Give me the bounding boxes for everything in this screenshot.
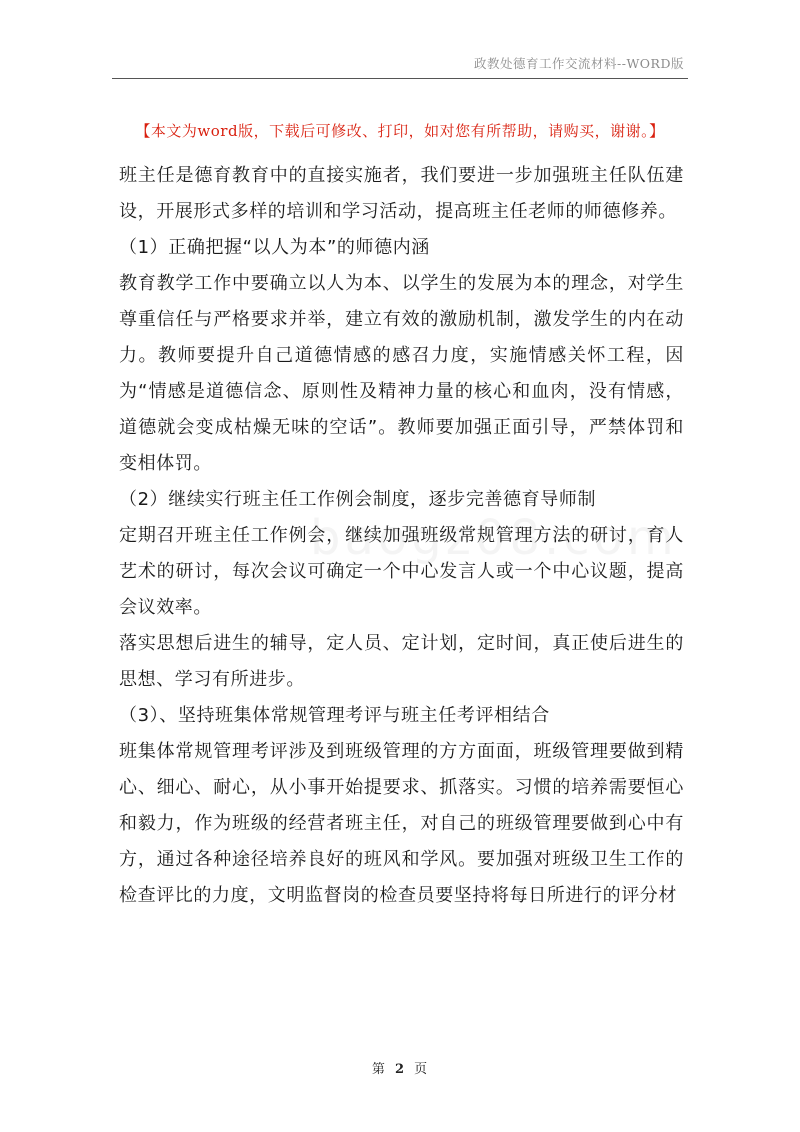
- paragraph-section-2a: 定期召开班主任工作例会，继续加强班级常规管理方法的研讨，育人艺术的研讨，每次会议可确定一个中心发言人或一个中心议题，提高会议效率。: [119, 525, 684, 618]
- paragraph-section-1: 教育教学工作中要确立以人为本、以学生的发展为本的理念，对学生尊重信任与严格要求并举，建立有效的激励机制，激发学生的内在动力。教师要提升自己道德情感的感召力度，实施情感关怀工程，因为“情感是道德信念、原则性及精神力量的核心和血肉，没有情感，道德就会变成枯燥无味的空话”。教师要加强正面引导，严禁体罚和变相体罚。: [119, 273, 684, 474]
- paragraph-section-3: 班集体常规管理考评涉及到班级管理的方方面面，班级管理要做到精心、细心、耐心，从小事开始提要求、抓落实。习惯的培养需要恒心和毅力，作为班级的经营者班主任，对自己的班级管理要做到心中有方，通过各种途径培养良好的班风和学风。要加强对班级卫生工作的检查评比的力度，文明监督岗的检查员要坚持将每日所进行的评分材: [119, 741, 684, 906]
- page-footer: [0, 1058, 800, 1077]
- footer-prefix: 第: [371, 1062, 386, 1077]
- footer-suffix: 页: [414, 1062, 429, 1077]
- paragraph-section-2b: 落实思想后进生的辅导，定人员、定计划，定时间，真正使后进生的思想、学习有所进步。: [119, 633, 684, 690]
- header-title: 政教处德育工作交流材料--WORD版: [474, 56, 684, 71]
- section-heading-2: （2）继续实行班主任工作例会制度，逐步完善德育导师制: [119, 489, 597, 510]
- page-header: [112, 50, 688, 79]
- section-heading-3: （3）、坚持班集体常规管理考评与班主任考评相结合: [119, 705, 550, 726]
- paragraph-intro: 班主任是德育教育中的直接实施者，我们要进一步加强班主任队伍建设，开展形式多样的培训和学习活动，提高班主任老师的师德修养。: [119, 165, 684, 222]
- page-number: 2: [394, 1062, 406, 1077]
- section-heading-1: （1）正确把握“以人为本”的师德内涵: [119, 237, 430, 258]
- purchase-notice: 【本文为word版，下载后可修改、打印，如对您有所帮助，请购买，谢谢。】: [135, 122, 665, 140]
- document-body: [119, 158, 684, 914]
